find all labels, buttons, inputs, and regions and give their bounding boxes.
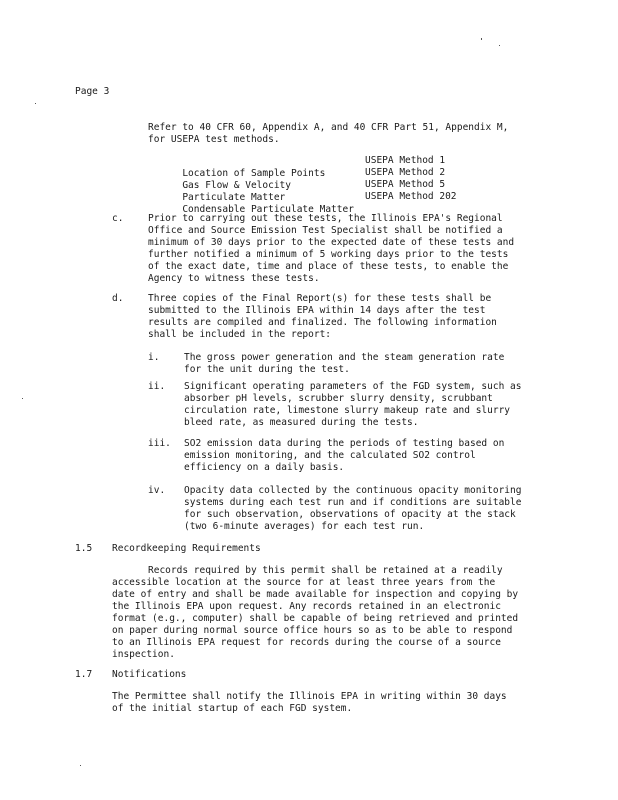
item-c-line: Office and Source Emission Test Specialist shall be notified a — [148, 225, 503, 236]
subitem-iii-line: efficiency on a daily basis. — [184, 462, 345, 473]
section-number: 1.5 — [75, 543, 93, 554]
section-1-5-line: date of entry and shall be made available for inspection and copying by — [112, 589, 519, 600]
test-item: Location of Sample Points — [182, 168, 326, 179]
test-method: USEPA Method 2 — [365, 167, 446, 178]
subitem-ii-line: bleed rate, as measured during the tests. — [184, 417, 419, 428]
scan-speck — [499, 45, 500, 46]
subitem-iii-line: SO2 emission data during the periods of testing based on — [184, 438, 505, 449]
test-method: USEPA Method 202 — [365, 191, 457, 202]
section-1-5-line: accessible location at the source for at least three years from the — [112, 577, 496, 588]
section-1-5-line: the Illinois EPA upon request. Any records retained in an electronic — [112, 601, 501, 612]
section-1-5-line: format (e.g., computer) shall be capable of being retrieved and printed — [112, 613, 519, 624]
subitem-i-line: for the unit during the test. — [184, 364, 350, 375]
scan-speck — [35, 103, 36, 104]
section-1-7-line: of the initial startup of each FGD system. — [112, 703, 353, 714]
section-heading: Recordkeeping Requirements — [112, 543, 261, 554]
item-d-line: results are compiled and finalized. The following information — [148, 317, 497, 328]
intro-line-2: for USEPA test methods. — [148, 134, 280, 145]
intro-line-1: Refer to 40 CFR 60, Appendix A, and 40 CFR Part 51, Appendix M, — [148, 122, 509, 133]
subitem-ii-line: absorber pH levels, scrubber slurry density, scrubbant — [184, 393, 493, 404]
subitem-iv-marker: iv. — [148, 485, 166, 496]
item-c-line: Prior to carrying out these tests, the Illinois EPA's Regional — [148, 213, 503, 224]
item-d-marker: d. — [112, 293, 124, 304]
item-d-line: shall be included in the report: — [148, 329, 332, 340]
section-1-5-line: Records required by this permit shall be retained at a readily — [148, 565, 503, 576]
scan-speck — [22, 398, 23, 399]
test-item: Particulate Matter — [182, 192, 286, 203]
section-1-5-line: on paper during normal source office hours so as to be able to respond — [112, 625, 513, 636]
subitem-iii-marker: iii. — [148, 438, 171, 449]
section-heading: Notifications — [112, 669, 187, 680]
subitem-iv-line: Opacity data collected by the continuous opacity monitoring — [184, 485, 522, 496]
subitem-iv-line: systems during each test run and if conditions are suitable — [184, 497, 522, 508]
test-method: USEPA Method 1 — [365, 155, 446, 166]
section-number: 1.7 — [75, 669, 93, 680]
subitem-ii-line: circulation rate, limestone slurry makeup rate and slurry — [184, 405, 511, 416]
scan-speck — [80, 765, 81, 766]
subitem-i-marker: i. — [148, 352, 160, 363]
page-label: Page 3 — [75, 86, 110, 97]
section-1-7-line: The Permittee shall notify the Illinois EPA in writing within 30 days — [112, 691, 507, 702]
item-c-line: further notified a minimum of 5 working days prior to the tests — [148, 249, 509, 260]
item-d-line: submitted to the Illinois EPA within 14 days after the test — [148, 305, 486, 316]
subitem-ii-marker: ii. — [148, 381, 166, 392]
subitem-ii-line: Significant operating parameters of the FGD system, such as — [184, 381, 522, 392]
subitem-i-line: The gross power generation and the steam generation rate — [184, 352, 505, 363]
section-1-5-line: inspection. — [112, 649, 175, 660]
subitem-iv-line: for such observation, observations of opacity at the stack — [184, 509, 516, 520]
subitem-iv-line: (two 6-minute averages) for each test run. — [184, 521, 425, 532]
item-c-marker: c. — [112, 213, 124, 224]
test-item: Gas Flow & Velocity — [182, 180, 291, 191]
item-c-line: Agency to witness these tests. — [148, 273, 320, 284]
subitem-iii-line: emission monitoring, and the calculated SO2 control — [184, 450, 476, 461]
scan-speck — [481, 38, 482, 40]
item-c-line: minimum of 30 days prior to the expected date of these tests and — [148, 237, 515, 248]
item-c-line: of the exact date, time and place of these tests, to enable the — [148, 261, 509, 272]
item-d-line: Three copies of the Final Report(s) for these tests shall be — [148, 293, 492, 304]
test-method: USEPA Method 5 — [365, 179, 446, 190]
test-item: Condensable Particulate Matter — [182, 204, 354, 215]
section-1-5-line: to an Illinois EPA request for records during the course of a source — [112, 637, 501, 648]
